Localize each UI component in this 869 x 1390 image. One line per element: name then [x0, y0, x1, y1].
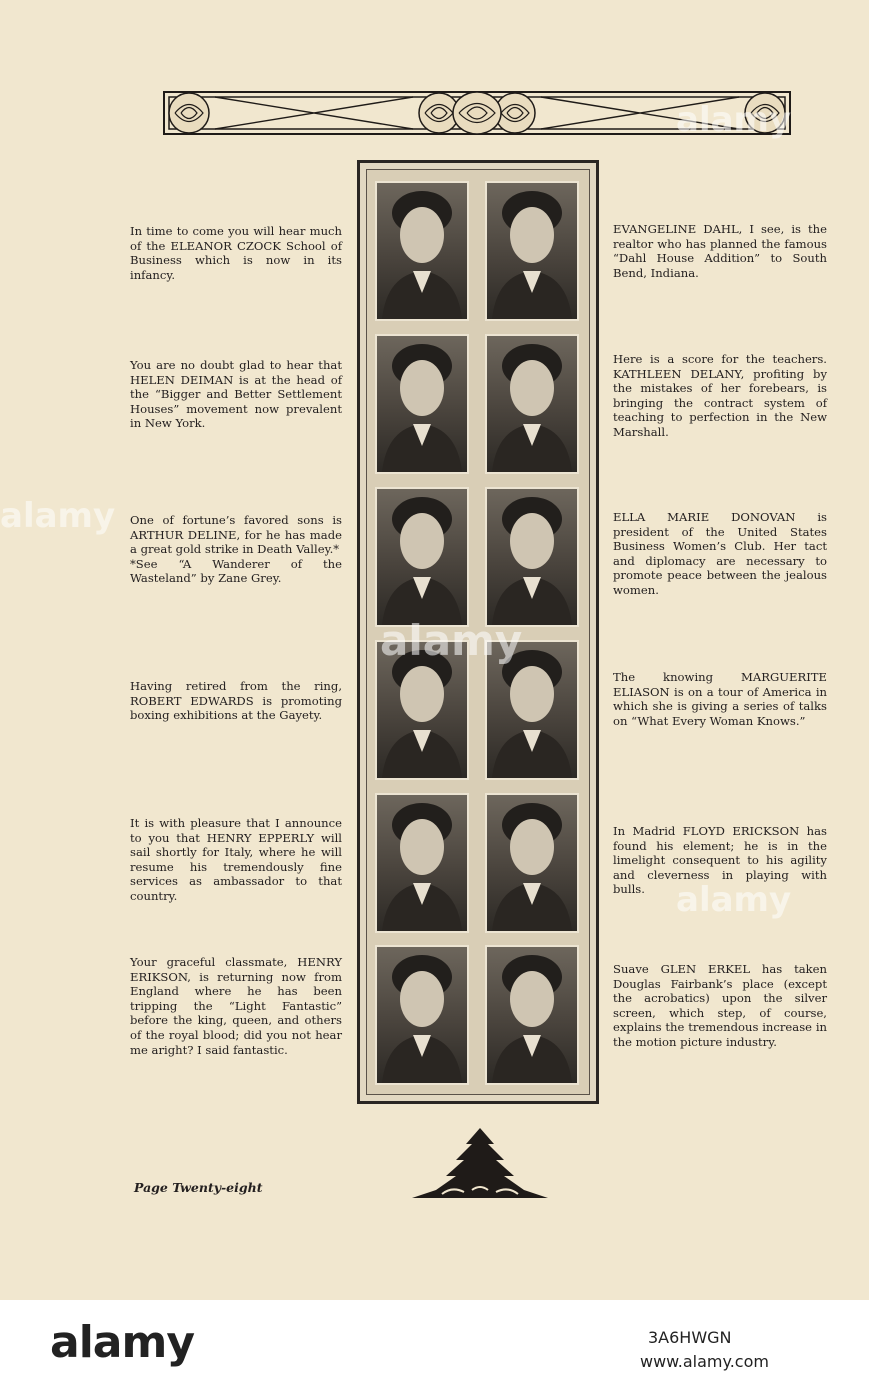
- portrait-photo: [485, 334, 579, 474]
- bio-text: It is with pleasure that I announce to you that HENRY EPPERLY will sail shortly for Italy, where he will resume his tremendously fine services as ambassador to that country.: [130, 816, 342, 903]
- portrait-photo: [375, 487, 469, 627]
- bio-left-6: [130, 955, 342, 1057]
- stock-url: www.alamy.com: [640, 1352, 769, 1371]
- page-number: Page Twenty-eight: [134, 1180, 263, 1195]
- watermark-text: alamy: [676, 100, 792, 140]
- portrait-photo: [485, 181, 579, 321]
- bio-left-3: [130, 513, 342, 586]
- portrait-silhouette: [377, 489, 467, 625]
- stock-image-id: 3A6HWGN: [648, 1328, 732, 1347]
- portrait-photo: [375, 945, 469, 1085]
- bio-footnote: *See “A Wanderer of the Wasteland” by Zane Grey.: [130, 556, 342, 586]
- portrait-photo: [485, 793, 579, 933]
- bio-text: EVANGELINE DAHL, I see, is the realtor who has planned the famous “Dahl House Addition” to South Bend, Indiana.: [613, 222, 827, 280]
- bio-text: ELLA MARIE DONOVAN is president of the United States Business Women’s Club. Her tact and diplomacy are necessary to promote peace between the jealous women.: [613, 510, 827, 597]
- bio-text: You are no doubt glad to hear that HELEN DEIMAN is at the head of the “Bigger and Better Settlement Houses” movement now prevalent in New York.: [130, 358, 342, 431]
- bio-text: Suave GLEN ERKEL has taken Douglas Fairbank’s place (except the acrobatics) upon the silver screen, which step, of course, explains the tremendous increase in the motion picture industry.: [613, 962, 827, 1049]
- tree-ornament: [412, 1126, 548, 1200]
- bio-text: Your graceful classmate, HENRY ERIKSON, is returning now from England where he has been tripping the “Light Fantastic” before the king, queen, and others of the royal blood; did you not hear me aright? I said fantastic.: [130, 955, 342, 1057]
- bio-left-5: [130, 816, 342, 904]
- bio-right-6: [613, 962, 827, 1050]
- bio-left-4: [130, 679, 342, 723]
- portrait-silhouette: [487, 947, 577, 1083]
- bio-text: In Madrid FLOYD ERICKSON has found his element; he is in the limelight consequent to his agility and cleverness in playing with bulls.: [613, 824, 827, 897]
- portrait-silhouette: [487, 795, 577, 931]
- portrait-silhouette: [377, 795, 467, 931]
- portrait-silhouette: [487, 489, 577, 625]
- bio-right-4: [613, 670, 827, 728]
- bio-left-1: [130, 224, 342, 282]
- portrait-photo: [375, 181, 469, 321]
- bio-text: The knowing MARGUERITE ELIASON is on a tour of America in which she is giving a series of talks on “What Every Woman Knows.”: [613, 670, 827, 728]
- portrait-silhouette: [377, 336, 467, 472]
- watermark-text: alamy: [0, 496, 116, 536]
- portrait-silhouette: [487, 183, 577, 319]
- portrait-photo: [375, 334, 469, 474]
- bio-text: Having retired from the ring, ROBERT EDWARDS is promoting boxing exhibitions at the Gayety.: [130, 679, 342, 723]
- portrait-photo: [485, 487, 579, 627]
- bio-right-2: [613, 352, 827, 440]
- bio-text: In time to come you will hear much of the ELEANOR CZOCK School of Business which is now in its infancy.: [130, 224, 342, 282]
- portrait-silhouette: [377, 183, 467, 319]
- bio-text: Here is a score for the teachers. KATHLEEN DELANY, profiting by the mistakes of her forebears, is bringing the contract system of teaching to perfection in the New Marshall.: [613, 352, 827, 439]
- portrait-photo: [485, 945, 579, 1085]
- watermark-text: alamy: [380, 616, 523, 665]
- bio-text: One of fortune’s favored sons is ARTHUR DELINE, for he has made a great gold strike in Death Valley.*: [130, 513, 342, 557]
- bio-left-2: [130, 358, 342, 431]
- stock-logo: alamy: [50, 1317, 194, 1368]
- bio-right-1: [613, 222, 827, 280]
- portrait-silhouette: [487, 336, 577, 472]
- bio-right-3: [613, 510, 827, 598]
- portrait-photo: [375, 793, 469, 933]
- watermark-text: alamy: [676, 880, 792, 920]
- portrait-silhouette: [377, 947, 467, 1083]
